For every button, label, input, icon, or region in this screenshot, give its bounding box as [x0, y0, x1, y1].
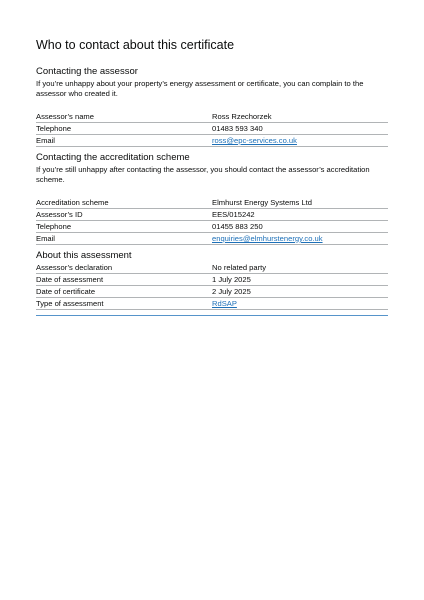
row-label: Assessor’s ID [36, 209, 212, 221]
assessment-date-value: 1 July 2025 [212, 274, 388, 286]
row-label: Assessor’s name [36, 111, 212, 123]
table-row [36, 262, 388, 274]
row-label: Date of assessment [36, 274, 212, 286]
assessor-section [36, 66, 388, 147]
table-row [36, 221, 388, 233]
certificate-date-value: 2 July 2025 [212, 286, 388, 298]
row-label: Date of certificate [36, 286, 212, 298]
table-row [36, 233, 388, 245]
row-value-cell [212, 135, 388, 147]
assessor-id-value: EES/015242 [212, 209, 388, 221]
assessment-heading: About this assessment [36, 250, 132, 261]
row-label: Type of assessment [36, 298, 212, 310]
section-divider [36, 315, 388, 316]
assessor-heading: Contacting the assessor [36, 66, 138, 77]
assessment-type-link[interactable]: RdSAP [212, 299, 237, 308]
scheme-email-link[interactable]: enquiries@elmhurstenergy.co.uk [212, 234, 323, 243]
scheme-heading: Contacting the accreditation scheme [36, 152, 190, 163]
table-row [36, 197, 388, 209]
row-value-cell [212, 233, 388, 245]
table-row [36, 274, 388, 286]
row-label: Telephone [36, 221, 212, 233]
page-title: Who to contact about this certificate [36, 38, 235, 52]
assessor-telephone-value: 01483 593 340 [212, 123, 388, 135]
assessor-table [36, 111, 388, 147]
table-row [36, 135, 388, 147]
table-row [36, 286, 388, 298]
declaration-value: No related party [212, 262, 388, 274]
row-label: Email [36, 233, 212, 245]
table-row [36, 298, 388, 310]
assessment-table [36, 262, 388, 310]
row-value-cell [212, 298, 388, 310]
table-row [36, 123, 388, 135]
table-row [36, 209, 388, 221]
row-label: Telephone [36, 123, 212, 135]
assessor-description: If you’re unhappy about your property’s energy assessment or certificate, you can complain to the assessor who created it. [36, 79, 364, 98]
scheme-description: If you’re still unhappy after contacting the assessor, you should contact the assessor’s accreditation scheme. [36, 165, 370, 184]
assessor-email-link[interactable]: ross@epc-services.co.uk [212, 136, 297, 145]
scheme-name-value: Elmhurst Energy Systems Ltd [212, 197, 388, 209]
scheme-table [36, 197, 388, 245]
scheme-telephone-value: 01455 883 250 [212, 221, 388, 233]
scheme-section [36, 152, 388, 245]
assessment-section [36, 250, 388, 316]
assessor-name-value: Ross Rzechorzek [212, 111, 388, 123]
row-label: Assessor’s declaration [36, 262, 212, 274]
row-label: Accreditation scheme [36, 197, 212, 209]
row-label: Email [36, 135, 212, 147]
table-row [36, 111, 388, 123]
